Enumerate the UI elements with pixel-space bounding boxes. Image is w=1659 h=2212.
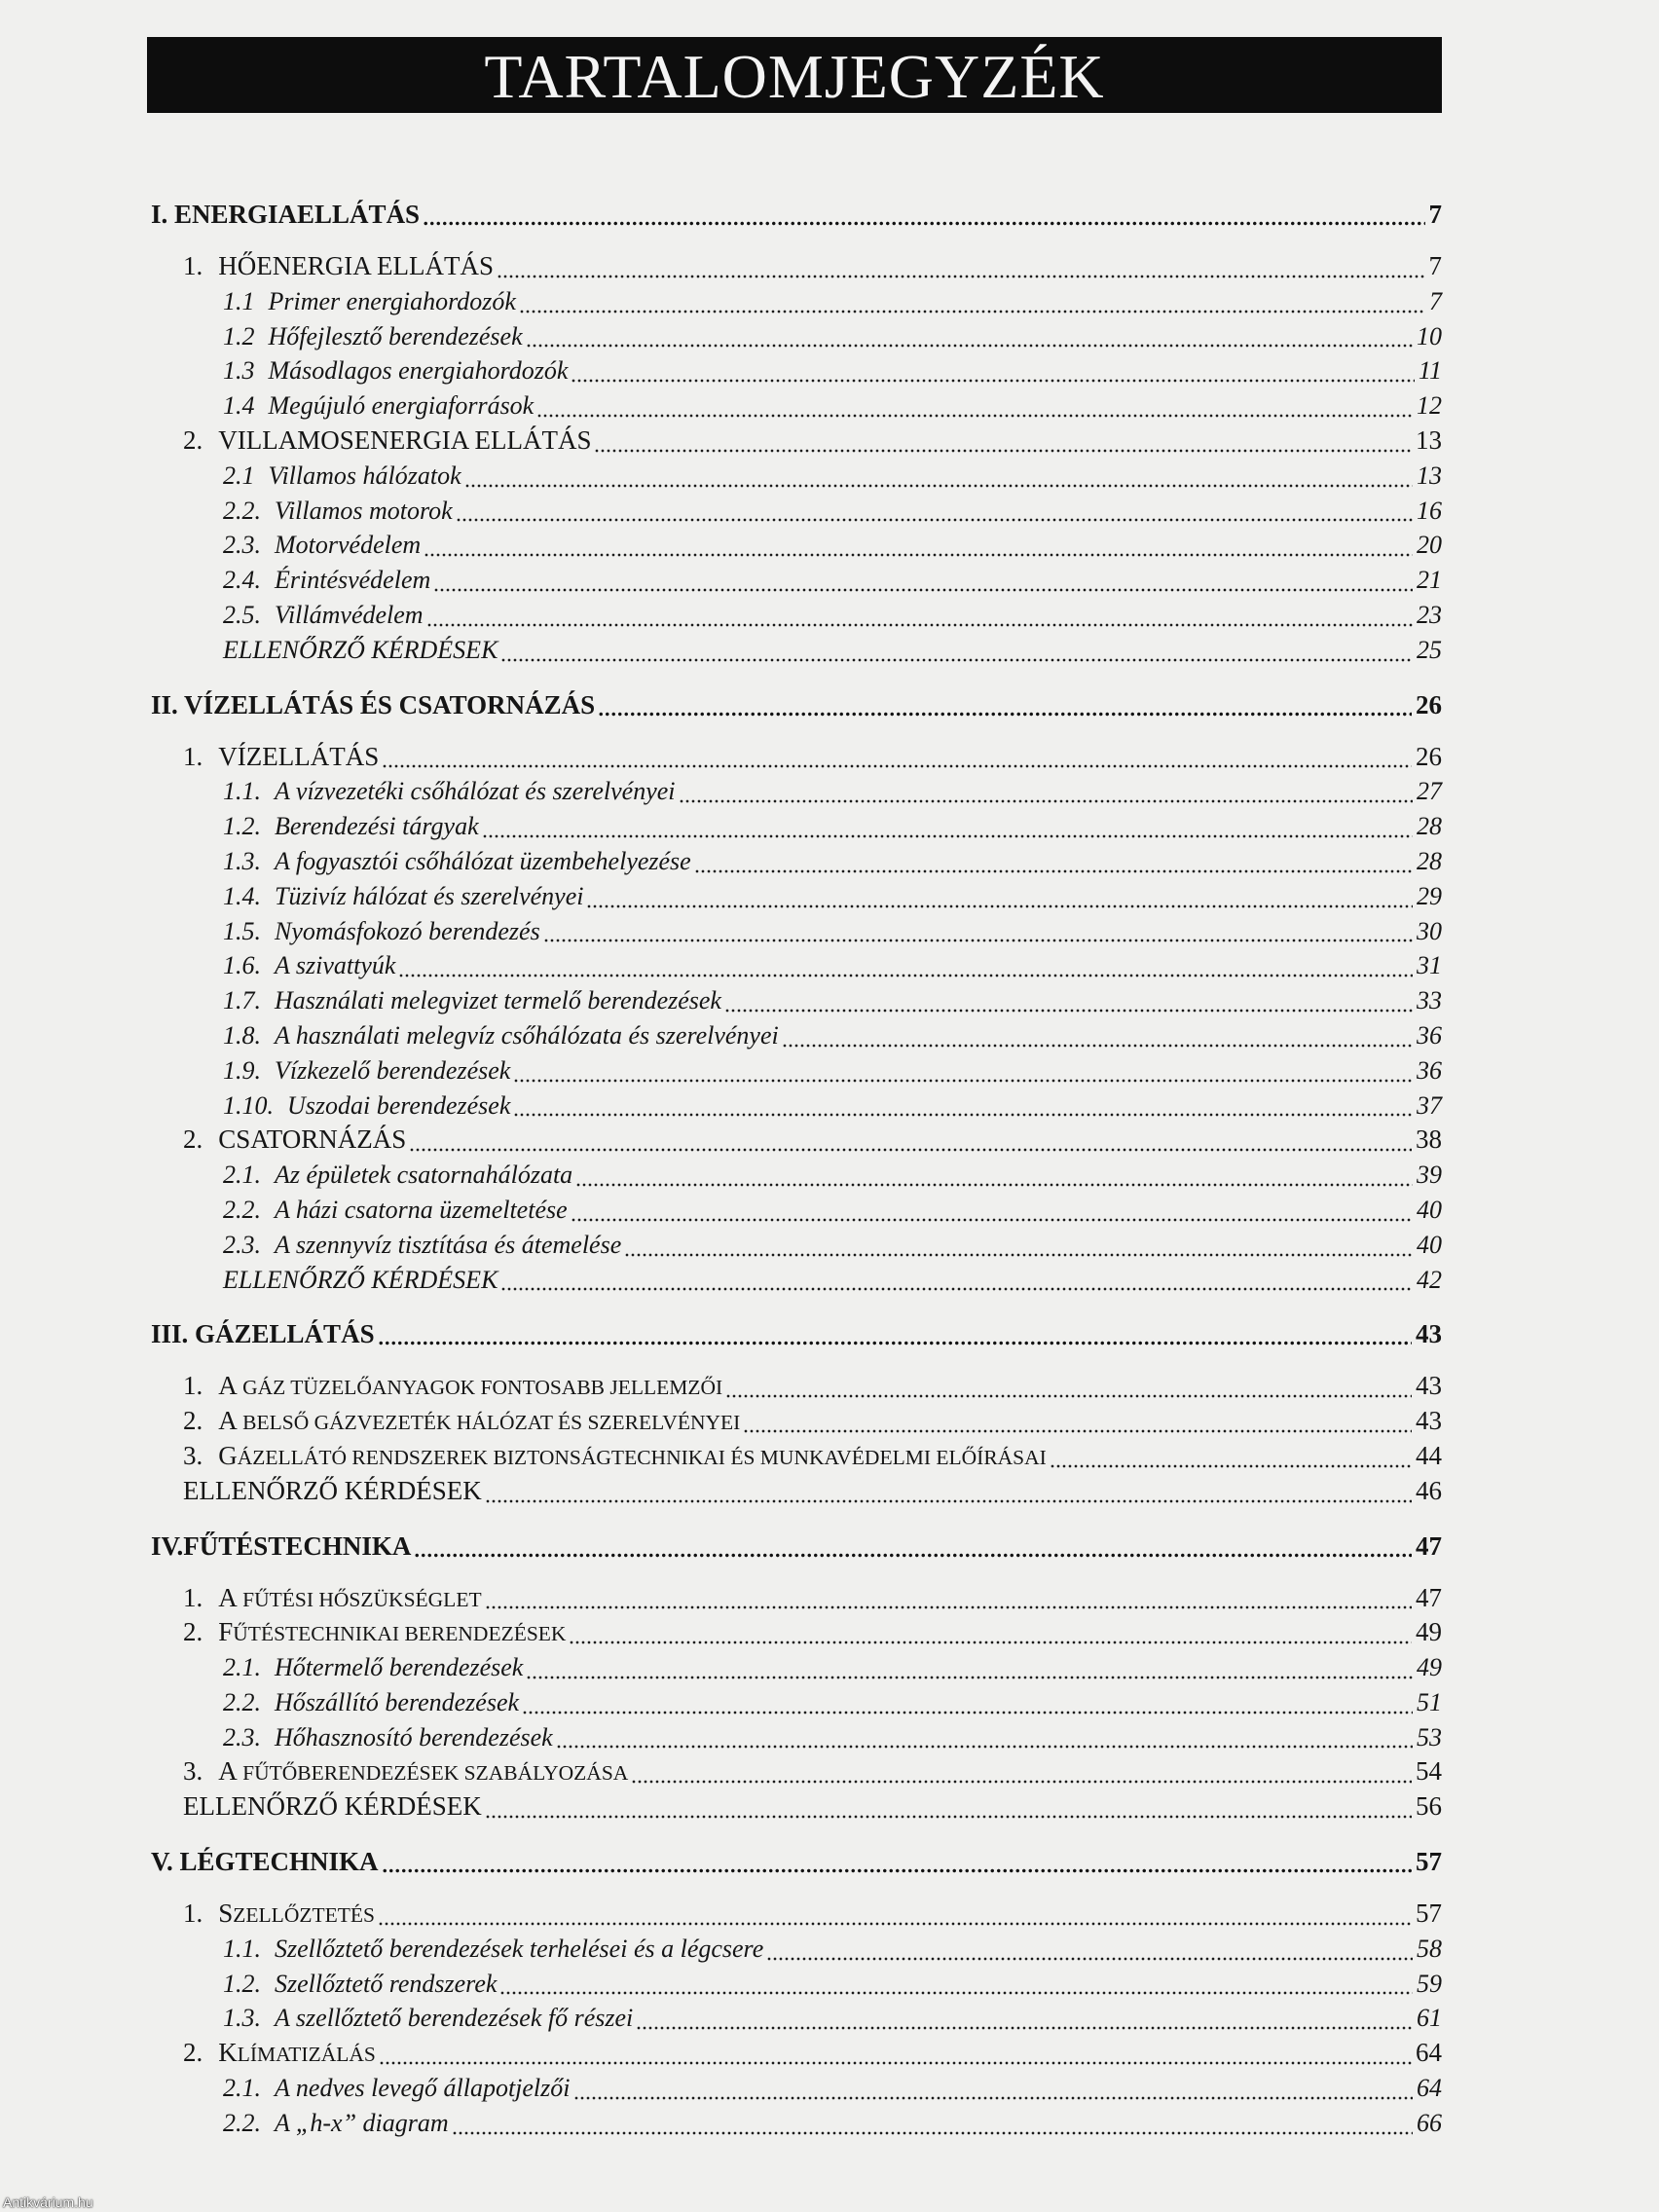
toc-entry xyxy=(151,249,1442,284)
page-number: 33 xyxy=(1417,986,1442,1015)
entry-number: 1.3. xyxy=(223,846,261,875)
page-number: 57 xyxy=(1416,1899,1442,1929)
page-number: 38 xyxy=(1416,1124,1442,1155)
entry-title: FŰTÉSTECHNIKAI BERENDEZÉSEK xyxy=(218,1617,567,1647)
dot-leader xyxy=(1050,1464,1412,1468)
entry-title: Nyomásfokozó berendezés xyxy=(275,916,540,945)
dot-leader xyxy=(679,799,1413,803)
entry-number: 1. xyxy=(183,1582,203,1612)
page-number: 12 xyxy=(1417,391,1442,421)
entry-title: A fogyasztói csőhálózat üzembehelyezése xyxy=(275,846,691,875)
page-number: 28 xyxy=(1417,812,1442,841)
section-heading xyxy=(151,687,1442,722)
page-number: 43 xyxy=(1416,1319,1442,1349)
page-number: 36 xyxy=(1417,1020,1442,1050)
dot-leader xyxy=(594,449,1412,453)
entry-number: 2.3. xyxy=(223,1722,261,1751)
entry-number: 2. xyxy=(183,1124,203,1155)
toc-subentry xyxy=(151,2071,1442,2106)
section-heading xyxy=(151,1529,1442,1564)
section-title: IV.FŰTÉSTECHNIKA xyxy=(151,1530,412,1561)
page-number: 16 xyxy=(1417,496,1442,525)
dot-leader xyxy=(586,904,1413,908)
dot-leader xyxy=(382,764,1412,768)
dot-leader xyxy=(398,974,1413,977)
entry-title: VILLAMOSENERGIA ELLÁTÁS xyxy=(218,424,592,455)
page-title: TARTALOMJEGYZÉK xyxy=(484,41,1105,111)
entry-number: 1.7. xyxy=(223,986,261,1015)
entry-number: 2. xyxy=(183,1406,203,1436)
dot-leader xyxy=(500,1287,1413,1291)
entry-title: Villámvédelem xyxy=(275,600,424,629)
entry-title: A BELSŐ GÁZVEZETÉK HÁLÓZAT ÉS SZERELVÉNYEI xyxy=(218,1406,741,1436)
entry-title: Villamos motorok xyxy=(275,496,453,525)
entry-number: 1. xyxy=(183,1371,203,1401)
page-number: 39 xyxy=(1417,1161,1442,1190)
entry-number: 3. xyxy=(183,1756,203,1787)
toc-entry xyxy=(151,1474,1442,1509)
entry-number: 2. xyxy=(183,2038,203,2068)
toc-subentry xyxy=(151,1967,1442,2002)
dot-leader xyxy=(379,2061,1412,2065)
entry-title: Szellőztető rendszerek xyxy=(275,1969,498,1998)
entry-number: 2.1. xyxy=(223,2074,261,2103)
dot-leader xyxy=(526,344,1413,348)
dot-leader xyxy=(556,1745,1413,1749)
page-number: 49 xyxy=(1417,1653,1442,1682)
entry-number: 2.2. xyxy=(223,496,261,525)
dot-leader xyxy=(382,1868,1412,1873)
entry-title: ELLENŐRZŐ KÉRDÉSEK xyxy=(183,1475,482,1505)
toc-entry xyxy=(151,1897,1442,1932)
page-number: 54 xyxy=(1416,1756,1442,1787)
dot-leader xyxy=(409,1148,1412,1152)
dot-leader xyxy=(378,1341,1412,1346)
entry-number: 1.4. xyxy=(223,881,261,910)
entry-number: 1. xyxy=(183,741,203,771)
section-title: II. VÍZELLÁTÁS ÉS CSATORNÁZÁS xyxy=(151,689,596,719)
entry-number: 2.1. xyxy=(223,1161,261,1190)
toc-entry xyxy=(151,1123,1442,1158)
toc-subentry xyxy=(151,1650,1442,1685)
dot-leader xyxy=(499,1991,1413,1995)
entry-title: KLÍMATIZÁLÁS xyxy=(218,2038,376,2068)
entry-number: 1. xyxy=(183,251,203,280)
entry-number: 1. xyxy=(183,1899,203,1929)
entry-number: 2. xyxy=(183,1617,203,1647)
page-number: 23 xyxy=(1417,600,1442,629)
toc-subentry xyxy=(151,459,1442,494)
toc-subentry xyxy=(151,598,1442,633)
dot-leader xyxy=(573,2096,1414,2100)
entry-title: HŐENERGIA ELLÁTÁS xyxy=(218,251,494,280)
entry-number: 2.3. xyxy=(223,531,261,560)
page-number: 7 xyxy=(1428,251,1442,280)
entry-title: A házi csatorna üzemeltetése xyxy=(275,1195,568,1224)
entry-title: Motorvédelem xyxy=(275,531,422,560)
section-title: III. GÁZELLÁTÁS xyxy=(151,1319,375,1349)
toc-subentry xyxy=(151,353,1442,388)
page-number: 59 xyxy=(1417,1969,1442,1998)
entry-number: 1.3 xyxy=(223,356,255,386)
toc-subentry xyxy=(151,1932,1442,1967)
dot-leader xyxy=(513,1079,1413,1083)
toc-entry xyxy=(151,1439,1442,1474)
page-number: 36 xyxy=(1417,1055,1442,1085)
toc-subentry xyxy=(151,774,1442,809)
page-number: 47 xyxy=(1416,1530,1442,1561)
entry-number: 2.4. xyxy=(223,566,261,595)
page-number: 27 xyxy=(1417,777,1442,806)
dot-leader xyxy=(500,658,1413,662)
page-number: 40 xyxy=(1417,1230,1442,1259)
page-number: 31 xyxy=(1417,951,1442,980)
page-number: 51 xyxy=(1417,1687,1442,1716)
page-number: 46 xyxy=(1416,1475,1442,1505)
dot-leader xyxy=(724,1009,1413,1013)
dot-leader xyxy=(569,1641,1412,1644)
entry-title: Hőszállító berendezések xyxy=(275,1687,520,1716)
dot-leader xyxy=(543,939,1413,942)
entry-title: A FŰTŐBERENDEZÉSEK SZABÁLYOZÁSA xyxy=(218,1756,629,1787)
dot-leader xyxy=(426,623,1413,627)
page-number: 49 xyxy=(1416,1617,1442,1647)
toc-entry xyxy=(151,1369,1442,1404)
entry-title: Villamos hálózatok xyxy=(268,461,461,490)
entry-title: Használati melegvizet termelő berendezések xyxy=(275,986,721,1015)
toc-subentry xyxy=(151,2001,1442,2036)
entry-number: 2.1. xyxy=(223,1653,261,1682)
toc-entry xyxy=(151,2036,1442,2071)
entry-title: Tüzivíz hálózat és szerelvényei xyxy=(275,881,584,910)
entry-title: A vízvezetéki csőhálózat és szerelvényei xyxy=(275,777,676,806)
toc-subentry xyxy=(151,1158,1442,1193)
toc-subentry xyxy=(151,388,1442,424)
toc-subentry xyxy=(151,1053,1442,1088)
dot-leader xyxy=(598,712,1412,717)
dot-leader xyxy=(519,310,1425,313)
entry-title: Hőhasznosító berendezések xyxy=(275,1722,553,1751)
dot-leader xyxy=(485,1815,1412,1819)
toc-subentry xyxy=(151,563,1442,598)
dot-leader xyxy=(497,275,1425,278)
page-number: 28 xyxy=(1417,846,1442,875)
title-bar xyxy=(147,37,1442,113)
page-number: 64 xyxy=(1416,2038,1442,2068)
page-number: 43 xyxy=(1416,1406,1442,1436)
page-number: 7 xyxy=(1428,200,1442,229)
entry-title: Berendezési tárgyak xyxy=(275,812,479,841)
dot-leader xyxy=(631,1780,1412,1784)
section-title: I. ENERGIAELLÁTÁS xyxy=(151,200,421,229)
dot-leader xyxy=(526,1676,1413,1679)
toc-entry xyxy=(151,424,1442,459)
toc-subentry xyxy=(151,1685,1442,1720)
entry-title: A használati melegvíz csőhálózata és szerelvényei xyxy=(275,1020,779,1050)
page-number: 58 xyxy=(1417,1934,1442,1963)
watermark: Antikvárium.hu xyxy=(3,2194,93,2210)
dot-leader xyxy=(624,1253,1413,1257)
page-number: 40 xyxy=(1417,1195,1442,1224)
toc-subentry xyxy=(151,879,1442,914)
page-number: 30 xyxy=(1417,916,1442,945)
entry-title: Másodlagos energiahordozók xyxy=(268,356,569,386)
entry-title: Az épületek csatornahálózata xyxy=(275,1161,573,1190)
toc-subentry xyxy=(151,914,1442,949)
dot-leader xyxy=(782,1044,1413,1048)
page-number: 26 xyxy=(1416,689,1442,719)
dot-leader xyxy=(694,869,1413,873)
toc-subentry xyxy=(151,633,1442,668)
entry-title: VÍZELLÁTÁS xyxy=(218,741,380,771)
entry-number: 1.2 xyxy=(223,321,255,350)
table-of-contents xyxy=(151,197,1442,2141)
entry-title: CSATORNÁZÁS xyxy=(218,1124,407,1155)
toc-entry xyxy=(151,1789,1442,1825)
entry-number: 1.3. xyxy=(223,2004,261,2033)
page-number: 7 xyxy=(1429,286,1442,315)
section-title: V. LÉGTECHNIKA xyxy=(151,1847,379,1877)
page-number: 43 xyxy=(1416,1371,1442,1401)
page-number: 13 xyxy=(1417,461,1442,490)
entry-title: A szellőztető berendezések fő részei xyxy=(275,2004,634,2033)
toc-subentry xyxy=(151,844,1442,879)
page-number: 25 xyxy=(1417,635,1442,664)
entry-title: Szellőztető berendezések terhelései és a légcsere xyxy=(275,1934,764,1963)
toc-subentry xyxy=(151,948,1442,983)
page-number: 42 xyxy=(1417,1265,1442,1294)
entry-number: 1.9. xyxy=(223,1055,261,1085)
page-number: 37 xyxy=(1417,1090,1442,1120)
toc-entry xyxy=(151,1404,1442,1439)
toc-entry xyxy=(151,1754,1442,1789)
entry-title: Hőtermelő berendezések xyxy=(275,1653,524,1682)
entry-number: 1.5. xyxy=(223,916,261,945)
dot-leader xyxy=(536,414,1413,418)
page-number: 56 xyxy=(1416,1791,1442,1822)
page-number: 53 xyxy=(1417,1722,1442,1751)
dot-leader xyxy=(482,834,1413,838)
entry-number: 1.2. xyxy=(223,1969,261,1998)
dot-leader xyxy=(485,1605,1412,1609)
entry-number: 2. xyxy=(183,424,203,455)
page-number: 20 xyxy=(1417,531,1442,560)
page-number: 21 xyxy=(1417,566,1442,595)
dot-leader xyxy=(424,553,1413,557)
section-heading xyxy=(151,1316,1442,1351)
dot-leader xyxy=(743,1429,1412,1433)
dot-leader xyxy=(571,1218,1413,1222)
toc-subentry xyxy=(151,809,1442,844)
entry-number: 1.2. xyxy=(223,812,261,841)
page-number: 47 xyxy=(1416,1582,1442,1612)
toc-entry xyxy=(151,1581,1442,1616)
toc-subentry xyxy=(151,1228,1442,1263)
toc-subentry xyxy=(151,319,1442,354)
section-heading xyxy=(151,197,1442,232)
entry-number: 1.10. xyxy=(223,1090,274,1120)
dot-leader xyxy=(522,1711,1413,1714)
entry-number: 2.2. xyxy=(223,1687,261,1716)
page-number: 29 xyxy=(1417,881,1442,910)
page-number: 66 xyxy=(1417,2108,1442,2137)
toc-subentry xyxy=(151,1088,1442,1124)
entry-title: A FŰTÉSI HŐSZÜKSÉGLET xyxy=(218,1582,482,1612)
toc-subentry xyxy=(151,1263,1442,1298)
entry-title: SZELLŐZTETÉS xyxy=(218,1899,375,1929)
page-number: 11 xyxy=(1418,356,1442,386)
entry-title: A GÁZ TÜZELŐANYAGOK FONTOSABB JELLEMZŐI xyxy=(218,1371,723,1401)
section-heading xyxy=(151,1844,1442,1879)
toc-subentry xyxy=(151,494,1442,529)
entry-title: Uszodai berendezések xyxy=(287,1090,511,1120)
dot-leader xyxy=(414,1553,1412,1558)
entry-title: Érintésvédelem xyxy=(275,566,431,595)
toc-subentry xyxy=(151,983,1442,1018)
dot-leader xyxy=(571,379,1415,383)
dot-leader xyxy=(378,1922,1412,1926)
dot-leader xyxy=(464,484,1413,488)
dot-leader xyxy=(766,1957,1413,1961)
toc-subentry xyxy=(151,284,1442,319)
entry-title: A nedves levegő állapotjelzői xyxy=(275,2074,571,2103)
toc-subentry xyxy=(151,1018,1442,1053)
dot-leader xyxy=(433,588,1413,592)
entry-number: 2.2. xyxy=(223,1195,261,1224)
page-number: 10 xyxy=(1417,321,1442,350)
entry-title: Megújuló energiaforrások xyxy=(268,391,535,421)
entry-number: 2.3. xyxy=(223,1230,261,1259)
entry-title: A „h-x” diagram xyxy=(275,2108,449,2137)
toc-subentry xyxy=(151,1193,1442,1228)
page-number: 26 xyxy=(1416,741,1442,771)
entry-number: 1.8. xyxy=(223,1020,261,1050)
dot-leader xyxy=(456,518,1413,522)
dot-leader xyxy=(725,1394,1412,1398)
entry-title: A szennyvíz tisztítása és átemelése xyxy=(275,1230,622,1259)
entry-number: 1.4 xyxy=(223,391,255,421)
entry-number: 1.1. xyxy=(223,777,261,806)
dot-leader xyxy=(452,2131,1413,2135)
toc-subentry xyxy=(151,2106,1442,2141)
entry-title: A szivattyúk xyxy=(275,951,396,980)
toc-subentry xyxy=(151,1720,1442,1755)
entry-title: Vízkezelő berendezések xyxy=(275,1055,511,1085)
entry-number: 2.5. xyxy=(223,600,261,629)
page-number: 61 xyxy=(1417,2004,1442,2033)
toc-entry xyxy=(151,740,1442,775)
toc-entry xyxy=(151,1615,1442,1650)
entry-number: 1.6. xyxy=(223,951,261,980)
dot-leader xyxy=(575,1183,1413,1187)
dot-leader xyxy=(485,1499,1412,1503)
entry-number: 1.1 xyxy=(223,286,255,315)
entry-number: 1.1. xyxy=(223,1934,261,1963)
entry-title: ELLENŐRZŐ KÉRDÉSEK xyxy=(223,1265,498,1294)
entry-number: 2.1 xyxy=(223,461,255,490)
page-number: 44 xyxy=(1416,1440,1442,1470)
entry-number: 3. xyxy=(183,1440,203,1470)
page-number: 13 xyxy=(1416,424,1442,455)
page-number: 57 xyxy=(1416,1847,1442,1877)
dot-leader xyxy=(513,1113,1413,1117)
dot-leader xyxy=(636,2026,1413,2030)
entry-title: GÁZELLÁTÓ RENDSZEREK BIZTONSÁGTECHNIKAI ÉS MUNKAVÉDELMI ELŐÍRÁSAI xyxy=(218,1440,1047,1470)
entry-title: Hőfejlesztő berendezések xyxy=(268,321,523,350)
page-number: 64 xyxy=(1417,2074,1442,2103)
dot-leader xyxy=(423,221,1424,226)
entry-title: Primer energiahordozók xyxy=(268,286,516,315)
toc-subentry xyxy=(151,528,1442,563)
entry-title: ELLENŐRZŐ KÉRDÉSEK xyxy=(183,1791,482,1822)
entry-number: 2.2. xyxy=(223,2108,261,2137)
entry-title: ELLENŐRZŐ KÉRDÉSEK xyxy=(223,635,498,664)
